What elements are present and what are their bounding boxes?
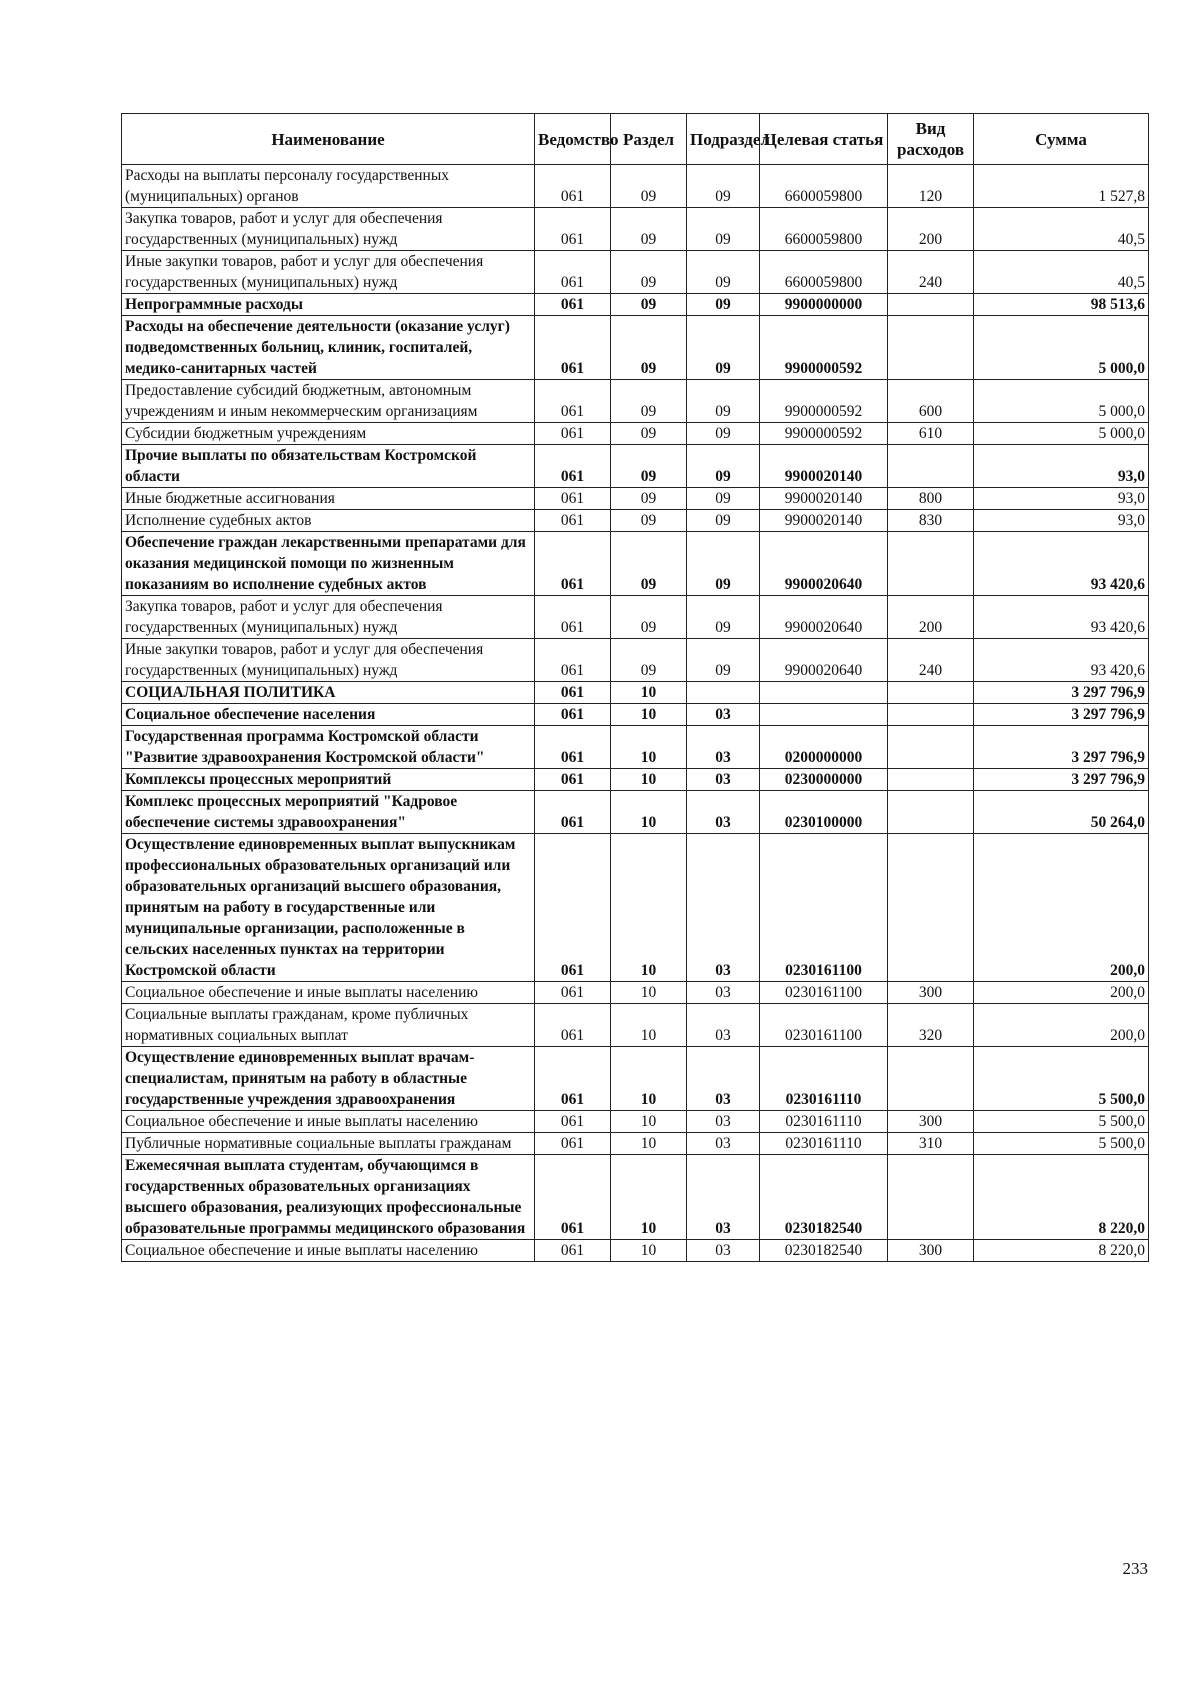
cell-dept: 061 — [535, 208, 611, 251]
cell-name: Публичные нормативные социальные выплаты гражданам — [122, 1133, 535, 1155]
cell-dept: 061 — [535, 316, 611, 380]
cell-exp-type — [888, 682, 974, 704]
cell-section: 09 — [611, 423, 687, 445]
cell-target: 0230161100 — [760, 834, 888, 982]
cell-name: Государственная программа Костромской области "Развитие здравоохранения Костромской области" — [122, 726, 535, 769]
cell-subsection: 09 — [687, 316, 760, 380]
cell-target: 9900020640 — [760, 596, 888, 639]
table-row — [122, 1240, 1149, 1262]
table-row — [122, 251, 1149, 294]
cell-section: 09 — [611, 488, 687, 510]
cell-subsection: 03 — [687, 704, 760, 726]
cell-dept: 061 — [535, 834, 611, 982]
cell-sum: 5 500,0 — [974, 1111, 1149, 1133]
cell-target: 0230161110 — [760, 1047, 888, 1111]
cell-section: 09 — [611, 510, 687, 532]
cell-name: Осуществление единовременных выплат врачам-специалистам, принятым на работу в областные государственные учреждения здравоохранения — [122, 1047, 535, 1111]
cell-name: Закупка товаров, работ и услуг для обеспечения государственных (муниципальных) нужд — [122, 208, 535, 251]
table-row — [122, 639, 1149, 682]
cell-section: 10 — [611, 1155, 687, 1240]
cell-name: Иные закупки товаров, работ и услуг для обеспечения государственных (муниципальных) нужд — [122, 251, 535, 294]
cell-section: 09 — [611, 639, 687, 682]
table-row — [122, 316, 1149, 380]
cell-dept: 061 — [535, 165, 611, 208]
table-row — [122, 380, 1149, 423]
page-number: 233 — [1122, 1559, 1148, 1578]
cell-name: Непрограммные расходы — [122, 294, 535, 316]
cell-subsection: 03 — [687, 726, 760, 769]
table-row — [122, 165, 1149, 208]
cell-name: Обеспечение граждан лекарственными препаратами для оказания медицинской помощи по жизненным показаниям во исполнение судебных актов — [122, 532, 535, 596]
cell-dept: 061 — [535, 1240, 611, 1262]
cell-sum: 93,0 — [974, 510, 1149, 532]
cell-section: 09 — [611, 532, 687, 596]
header-target: Целевая статья — [760, 114, 888, 165]
cell-sum: 40,5 — [974, 208, 1149, 251]
table-row — [122, 532, 1149, 596]
cell-exp-type: 310 — [888, 1133, 974, 1155]
table-header-row — [122, 114, 1149, 165]
cell-dept: 061 — [535, 251, 611, 294]
cell-target: 9900020140 — [760, 488, 888, 510]
cell-subsection: 09 — [687, 532, 760, 596]
cell-name: Осуществление единовременных выплат выпускникам профессиональных образовательных организаций или образовательных организаций высшего образования, принятым на работу в государственные или муниципальные организации, расположенные в сельских населенных пунктах на территории Костромской области — [122, 834, 535, 982]
cell-dept: 061 — [535, 791, 611, 834]
table-row — [122, 1004, 1149, 1047]
cell-name: Комплексы процессных мероприятий — [122, 769, 535, 791]
cell-name: Исполнение судебных актов — [122, 510, 535, 532]
cell-target: 0230100000 — [760, 791, 888, 834]
cell-section: 09 — [611, 165, 687, 208]
header-subsection: Подраздел — [687, 114, 760, 165]
cell-sum: 93,0 — [974, 488, 1149, 510]
table-row — [122, 488, 1149, 510]
cell-section: 10 — [611, 1111, 687, 1133]
cell-name: Социальное обеспечение и иные выплаты населению — [122, 982, 535, 1004]
cell-subsection: 09 — [687, 488, 760, 510]
cell-subsection: 09 — [687, 445, 760, 488]
cell-target: 0230000000 — [760, 769, 888, 791]
cell-exp-type — [888, 1047, 974, 1111]
cell-dept: 061 — [535, 1133, 611, 1155]
cell-dept: 061 — [535, 510, 611, 532]
cell-subsection: 03 — [687, 1240, 760, 1262]
cell-section: 10 — [611, 1004, 687, 1047]
cell-section: 10 — [611, 834, 687, 982]
cell-sum: 98 513,6 — [974, 294, 1149, 316]
cell-exp-type — [888, 791, 974, 834]
table-row — [122, 423, 1149, 445]
cell-sum: 93 420,6 — [974, 532, 1149, 596]
table-row — [122, 769, 1149, 791]
table-row — [122, 445, 1149, 488]
cell-name: Иные бюджетные ассигнования — [122, 488, 535, 510]
cell-dept: 061 — [535, 982, 611, 1004]
cell-target: 9900020140 — [760, 445, 888, 488]
cell-dept: 061 — [535, 639, 611, 682]
cell-sum: 93,0 — [974, 445, 1149, 488]
cell-exp-type — [888, 316, 974, 380]
cell-subsection: 03 — [687, 1004, 760, 1047]
cell-target: 9900000592 — [760, 380, 888, 423]
cell-exp-type: 240 — [888, 639, 974, 682]
cell-section: 09 — [611, 445, 687, 488]
cell-sum: 93 420,6 — [974, 639, 1149, 682]
cell-name: Закупка товаров, работ и услуг для обеспечения государственных (муниципальных) нужд — [122, 596, 535, 639]
cell-target: 0230182540 — [760, 1155, 888, 1240]
cell-name: Расходы на выплаты персоналу государственных (муниципальных) органов — [122, 165, 535, 208]
cell-sum: 1 527,8 — [974, 165, 1149, 208]
cell-exp-type: 830 — [888, 510, 974, 532]
header-dept: Ведомство — [535, 114, 611, 165]
cell-dept: 061 — [535, 1155, 611, 1240]
cell-section: 10 — [611, 769, 687, 791]
cell-subsection: 03 — [687, 1155, 760, 1240]
cell-subsection: 03 — [687, 791, 760, 834]
cell-subsection: 03 — [687, 769, 760, 791]
cell-exp-type: 300 — [888, 1240, 974, 1262]
cell-sum: 200,0 — [974, 834, 1149, 982]
cell-exp-type — [888, 294, 974, 316]
cell-subsection: 09 — [687, 251, 760, 294]
cell-dept: 061 — [535, 769, 611, 791]
cell-name: Социальные выплаты гражданам, кроме публичных нормативных социальных выплат — [122, 1004, 535, 1047]
table-row — [122, 510, 1149, 532]
table-row — [122, 208, 1149, 251]
cell-subsection: 09 — [687, 639, 760, 682]
cell-subsection: 03 — [687, 982, 760, 1004]
table-row — [122, 596, 1149, 639]
cell-subsection: 09 — [687, 423, 760, 445]
table-row — [122, 834, 1149, 982]
cell-name: Иные закупки товаров, работ и услуг для обеспечения государственных (муниципальных) нужд — [122, 639, 535, 682]
cell-dept: 061 — [535, 726, 611, 769]
cell-sum: 5 000,0 — [974, 380, 1149, 423]
cell-target: 0230161110 — [760, 1111, 888, 1133]
cell-sum: 93 420,6 — [974, 596, 1149, 639]
cell-target: 9900000592 — [760, 316, 888, 380]
cell-dept: 061 — [535, 488, 611, 510]
cell-exp-type: 610 — [888, 423, 974, 445]
cell-target: 9900020140 — [760, 510, 888, 532]
cell-section: 10 — [611, 726, 687, 769]
cell-section: 09 — [611, 596, 687, 639]
cell-target: 9900000000 — [760, 294, 888, 316]
table-row — [122, 1111, 1149, 1133]
cell-dept: 061 — [535, 682, 611, 704]
cell-exp-type — [888, 769, 974, 791]
table-row — [122, 982, 1149, 1004]
cell-sum: 3 297 796,9 — [974, 726, 1149, 769]
cell-sum: 3 297 796,9 — [974, 769, 1149, 791]
header-name: Наименование — [122, 114, 535, 165]
cell-target: 0230182540 — [760, 1240, 888, 1262]
cell-exp-type: 120 — [888, 165, 974, 208]
cell-exp-type: 240 — [888, 251, 974, 294]
header-sum: Сумма — [974, 114, 1149, 165]
cell-subsection: 09 — [687, 294, 760, 316]
cell-section: 10 — [611, 704, 687, 726]
table-row — [122, 294, 1149, 316]
cell-subsection: 03 — [687, 1047, 760, 1111]
cell-sum: 50 264,0 — [974, 791, 1149, 834]
cell-section: 09 — [611, 380, 687, 423]
cell-name: Ежемесячная выплата студентам, обучающимся в государственных образовательных организациях высшего образования, реализующих профессиональные образовательные программы медицинского образования — [122, 1155, 535, 1240]
cell-target: 6600059800 — [760, 165, 888, 208]
table-row — [122, 682, 1149, 704]
cell-exp-type — [888, 532, 974, 596]
cell-name: Расходы на обеспечение деятельности (оказание услуг) подведомственных больниц, клиник, госпиталей, медико-санитарных частей — [122, 316, 535, 380]
header-exp-type: Вид расходов — [888, 114, 974, 165]
cell-subsection: 03 — [687, 834, 760, 982]
cell-section: 10 — [611, 982, 687, 1004]
cell-subsection: 09 — [687, 596, 760, 639]
cell-target: 9900020640 — [760, 639, 888, 682]
cell-sum: 8 220,0 — [974, 1240, 1149, 1262]
cell-name: СОЦИАЛЬНАЯ ПОЛИТИКА — [122, 682, 535, 704]
cell-exp-type: 600 — [888, 380, 974, 423]
table-body — [122, 165, 1149, 1262]
cell-exp-type — [888, 834, 974, 982]
cell-subsection: 03 — [687, 1111, 760, 1133]
cell-target: 0230161100 — [760, 982, 888, 1004]
cell-exp-type: 300 — [888, 1111, 974, 1133]
cell-dept: 061 — [535, 423, 611, 445]
cell-section: 10 — [611, 1133, 687, 1155]
cell-name: Социальное обеспечение населения — [122, 704, 535, 726]
cell-name: Прочие выплаты по обязательствам Костромской области — [122, 445, 535, 488]
cell-sum: 3 297 796,9 — [974, 682, 1149, 704]
cell-exp-type: 800 — [888, 488, 974, 510]
cell-exp-type: 300 — [888, 982, 974, 1004]
cell-dept: 061 — [535, 1111, 611, 1133]
cell-name: Социальное обеспечение и иные выплаты населению — [122, 1111, 535, 1133]
cell-sum: 200,0 — [974, 982, 1149, 1004]
cell-subsection: 09 — [687, 165, 760, 208]
cell-sum: 3 297 796,9 — [974, 704, 1149, 726]
table-row — [122, 1155, 1149, 1240]
cell-name: Субсидии бюджетным учреждениям — [122, 423, 535, 445]
cell-target: 9900000592 — [760, 423, 888, 445]
cell-name: Социальное обеспечение и иные выплаты населению — [122, 1240, 535, 1262]
table-row — [122, 1047, 1149, 1111]
cell-subsection: 03 — [687, 1133, 760, 1155]
table-row — [122, 1133, 1149, 1155]
cell-exp-type: 200 — [888, 596, 974, 639]
table-row — [122, 704, 1149, 726]
table-row — [122, 726, 1149, 769]
cell-name: Комплекс процессных мероприятий "Кадровое обеспечение системы здравоохранения" — [122, 791, 535, 834]
cell-sum: 5 500,0 — [974, 1133, 1149, 1155]
cell-subsection: 09 — [687, 510, 760, 532]
cell-sum: 5 500,0 — [974, 1047, 1149, 1111]
cell-dept: 061 — [535, 380, 611, 423]
cell-sum: 5 000,0 — [974, 423, 1149, 445]
cell-dept: 061 — [535, 1047, 611, 1111]
cell-target: 0230161100 — [760, 1004, 888, 1047]
cell-section: 09 — [611, 251, 687, 294]
cell-sum: 5 000,0 — [974, 316, 1149, 380]
cell-target: 0200000000 — [760, 726, 888, 769]
cell-exp-type: 200 — [888, 208, 974, 251]
cell-sum: 8 220,0 — [974, 1155, 1149, 1240]
cell-subsection: 09 — [687, 380, 760, 423]
cell-exp-type — [888, 726, 974, 769]
cell-section: 10 — [611, 1240, 687, 1262]
cell-dept: 061 — [535, 1004, 611, 1047]
cell-exp-type: 320 — [888, 1004, 974, 1047]
cell-section: 10 — [611, 791, 687, 834]
cell-subsection — [687, 682, 760, 704]
cell-section: 09 — [611, 294, 687, 316]
cell-target — [760, 704, 888, 726]
cell-dept: 061 — [535, 445, 611, 488]
cell-target: 0230161110 — [760, 1133, 888, 1155]
cell-dept: 061 — [535, 294, 611, 316]
cell-subsection: 09 — [687, 208, 760, 251]
cell-dept: 061 — [535, 596, 611, 639]
cell-dept: 061 — [535, 532, 611, 596]
cell-target: 6600059800 — [760, 208, 888, 251]
budget-table — [121, 113, 1149, 1262]
header-section: Раздел — [611, 114, 687, 165]
cell-section: 09 — [611, 316, 687, 380]
cell-section: 10 — [611, 1047, 687, 1111]
cell-exp-type — [888, 704, 974, 726]
cell-exp-type — [888, 445, 974, 488]
table-row — [122, 791, 1149, 834]
cell-exp-type — [888, 1155, 974, 1240]
cell-name: Предоставление субсидий бюджетным, автономным учреждениям и иным некоммерческим организациям — [122, 380, 535, 423]
cell-section: 09 — [611, 208, 687, 251]
cell-target: 6600059800 — [760, 251, 888, 294]
cell-target — [760, 682, 888, 704]
cell-target: 9900020640 — [760, 532, 888, 596]
cell-sum: 200,0 — [974, 1004, 1149, 1047]
cell-sum: 40,5 — [974, 251, 1149, 294]
cell-section: 10 — [611, 682, 687, 704]
cell-dept: 061 — [535, 704, 611, 726]
